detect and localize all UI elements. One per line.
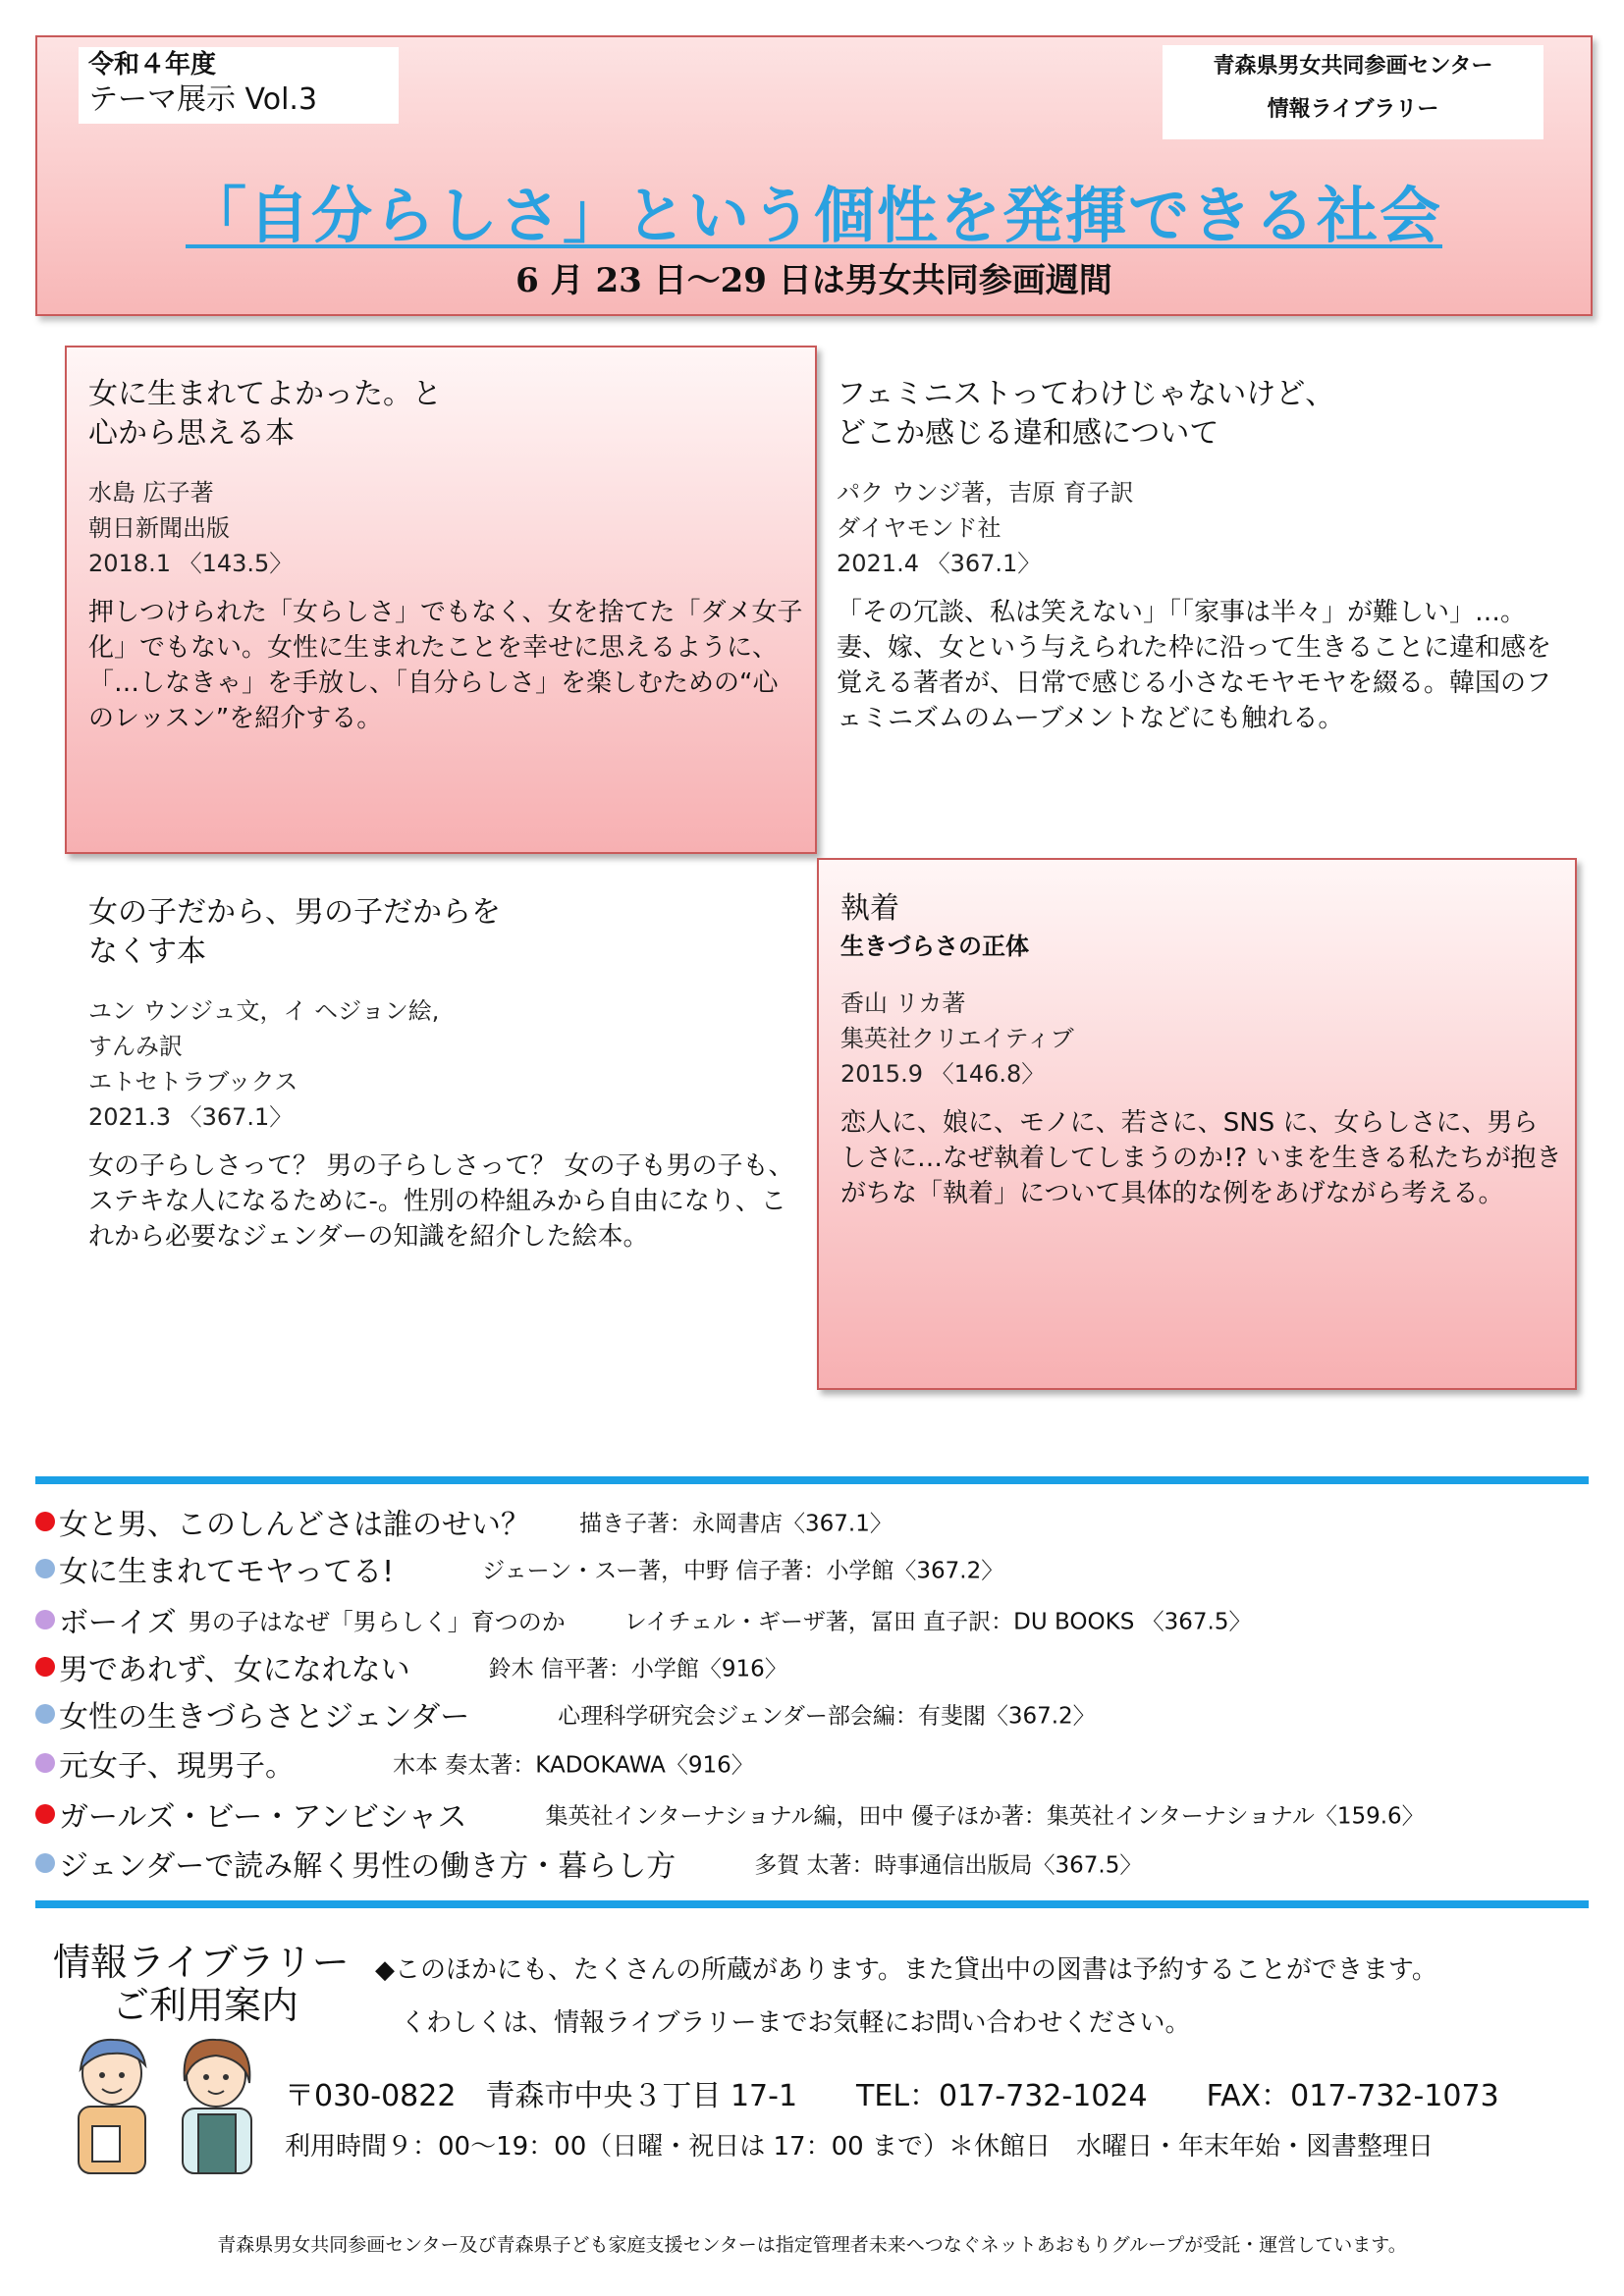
contact-address: 〒030-0822 青森市中央３丁目 17-1 TEL：017-732-1024 FAX：017-732-1073	[285, 2079, 1499, 2113]
list-item: 女性の生きづらさとジェンダー 心理科学研究会ジェンダー部会編：有斐閣〈367.2〉	[35, 1692, 1606, 1735]
operator-note: 青森県男女共同参画センター及び青森県子ども家庭支援センターは指定管理者未来へつなぐネットあおもりグループが受託・運営しています。	[217, 2234, 1407, 2256]
list-item: 元女子、現男子。 木本 奏太著：KADOKAWA〈916〉	[35, 1741, 1606, 1785]
book-title: 女に生まれてよかった。と	[88, 377, 442, 411]
list-item: ジェンダーで読み解く男性の働き方・暮らし方 多賀 太著：時事通信出版局〈367.5〉	[35, 1842, 1606, 1885]
book-translator: すんみ訳	[88, 1033, 183, 1060]
notice-line-2: くわしくは、情報ライブラリーまでお気軽にお問い合わせください。	[401, 2008, 1191, 2038]
book-date-class: 2021.4 〈367.1〉	[837, 550, 1042, 577]
book-title: 女の子だから、男の子だからを	[88, 895, 501, 930]
book-date-class: 2015.9 〈146.8〉	[840, 1060, 1046, 1088]
library-guide-subtitle: ご利用案内	[112, 1984, 299, 2027]
list-item: 女と男、このしんどさは誰のせい？ 描き子著：永岡書店〈367.1〉	[35, 1500, 1606, 1543]
list-item: ガールズ・ビー・アンビシャス 集英社インターナショナル編，田中 優子ほか著：集英社インターナショナル〈159.6〉	[35, 1792, 1606, 1836]
book-publisher: 集英社クリエイティブ	[840, 1025, 1074, 1052]
book-date-class: 2021.3 〈367.1〉	[88, 1103, 294, 1131]
exhibit-label	[79, 47, 399, 124]
book-author: パク ウンジ著，吉原 育子訳	[837, 479, 1134, 507]
book-description: 女の子らしさって？ 男の子らしさって？ 女の子も男の子も、ステキな人になるために-。性別の枠組みから自由になり、これから必要なジェンダーの知識を紹介した絵本。	[88, 1151, 794, 1252]
book-description: 「その冗談、私は笑えない」「「家事は半々」が難しい」…。妻、嫁、女という与えられた枠に沿って生きることに違和感を覚える著者が、日常で感じる小さなモヤモヤを綴る。韓国のフェミニズムのムーブメントなどにも触れる。	[837, 598, 1552, 733]
bullet-dot-icon	[35, 1704, 55, 1724]
divider-bottom	[35, 1900, 1589, 1908]
book-publisher: エトセトラブックス	[88, 1068, 298, 1095]
book-4	[840, 889, 1563, 1211]
book-title-line2: 心から思える本	[88, 416, 295, 451]
book-date-class: 2018.1 〈143.5〉	[88, 550, 294, 577]
book-title: フェミニストってわけじゃないけど、	[837, 377, 1335, 411]
theme-volume: テーマ展示 Vol.3	[88, 82, 318, 117]
book-title: 執着	[840, 891, 899, 926]
page-title: 「自分らしさ」という個性を発揮できる社会	[185, 180, 1442, 251]
library-name: 情報ライブラリー	[1267, 97, 1439, 122]
librarians-illustration-icon	[51, 2032, 283, 2175]
book-3	[88, 893, 805, 1255]
book-1	[88, 375, 803, 736]
book-author: 水島 広子著	[88, 479, 214, 507]
book-description: 恋人に、娘に、モノに、若さに、SNS に、女らしさに、男らしさに…なぜ執着してしまうのか!? いまを生きる私たちが抱きがちな「執着」について具体的な例をあげながら考える。	[840, 1108, 1562, 1208]
book-description: 押しつけられた「女らしさ」でもなく、女を捨てた「ダメ女子化」でもない。女性に生まれたことを幸せに思えるように、「…しなきゃ」を手放し、「自分らしさ」を楽しむための“心のレッスン”を紹介する。	[88, 598, 803, 733]
book-2	[837, 375, 1563, 736]
bullet-dot-icon	[35, 1610, 55, 1629]
bullet-dot-icon	[35, 1853, 55, 1873]
fiscal-year: 令和４年度	[88, 50, 217, 80]
book-title-line2: なくす本	[88, 934, 206, 969]
organization-label	[1163, 45, 1543, 139]
book-subtitle: 生きづらさの正体	[840, 933, 1029, 960]
bullet-dot-icon	[35, 1753, 55, 1773]
list-item: ボーイズ 男の子はなぜ「男らしく」育つのか レイチェル・ギーザ著，冨田 直子訳：DU BOOKS 〈367.5〉	[35, 1598, 1606, 1641]
bullet-dot-icon	[35, 1804, 55, 1824]
list-item: 女に生まれてモヤってる! ジェーン・スー著，中野 信子著：小学館〈367.2〉	[35, 1547, 1606, 1590]
page-subtitle: 6 月 23 日～29 日は男女共同参画週間	[515, 261, 1112, 300]
organization-name: 青森県男女共同参画センター	[1213, 54, 1493, 79]
book-publisher: 朝日新聞出版	[88, 514, 230, 542]
bullet-dot-icon	[35, 1657, 55, 1677]
opening-hours: 利用時間９：00～19：00（日曜・祝日は 17：00 まで）＊休館日 水曜日・年末年始・図書整理日	[285, 2132, 1434, 2162]
divider-top	[35, 1476, 1589, 1484]
bullet-dot-icon	[35, 1512, 55, 1531]
book-author: ユン ウンジュ文，イ ヘジョン絵,	[88, 997, 440, 1025]
bullet-dot-icon	[35, 1559, 55, 1578]
book-publisher: ダイヤモンド社	[837, 514, 1001, 542]
list-item: 男であれず、女になれない 鈴木 信平著：小学館〈916〉	[35, 1645, 1606, 1688]
library-guide-title: 情報ライブラリー	[53, 1941, 350, 1984]
book-author: 香山 リカ著	[840, 989, 966, 1017]
book-title-line2: どこか感じる違和感について	[837, 416, 1219, 451]
notice-line-1: ◆このほかにも、たくさんの所蔵があります。また貸出中の図書は予約することができます。	[375, 1955, 1437, 1985]
